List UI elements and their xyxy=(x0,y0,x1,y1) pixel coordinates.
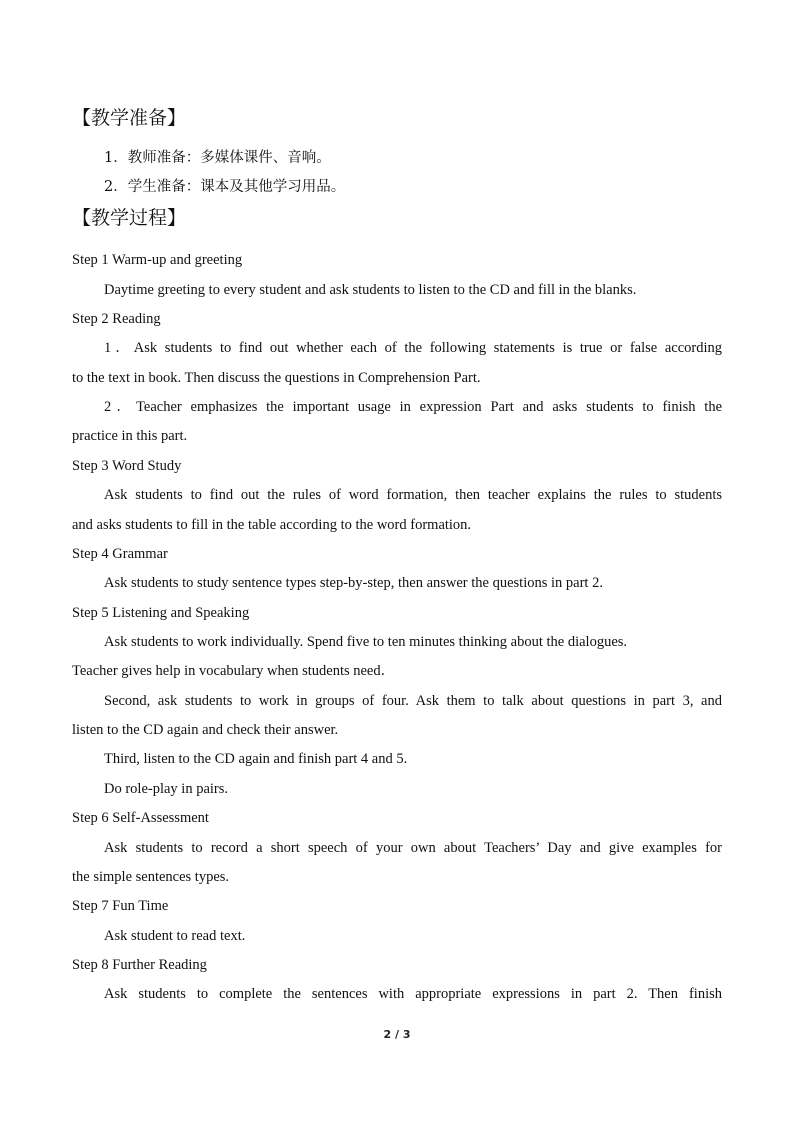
step-5-third: Third, listen to the CD again and finish part 4 and 5. xyxy=(104,751,408,767)
step-5-text-line-2: Teacher gives help in vocabulary when students need． xyxy=(72,663,396,679)
step-4-text: Ask students to study sentence types step-by-step, then answer the questions in part 2. xyxy=(104,575,603,591)
teaching-process-heading: 【教学过程】 xyxy=(72,207,187,229)
step-5-title: Step 5 Listening and Speaking xyxy=(72,605,250,621)
teaching-preparation-heading: 【教学准备】 xyxy=(72,107,187,129)
step-3-text-line-1: Ask students to find out the rules of word formation, then teacher explains the rules to students xyxy=(104,487,722,503)
step-3-text-line-2: and asks students to fill in the table according to the word formation. xyxy=(72,517,472,533)
step-6-text-line-1: Ask students to record a short speech of your own about Teachers’ Day and give examples for xyxy=(104,840,722,856)
step-6-text-line-2: the simple sentences types. xyxy=(72,869,230,885)
step-2-item-2-line-2: practice in this part. xyxy=(72,428,188,444)
step-4-title: Step 4 Grammar xyxy=(72,546,168,562)
step-6-title: Step 6 Self-Assessment xyxy=(72,810,209,826)
step-1-text: Daytime greeting to every student and ask students to listen to the CD and fill in the blanks. xyxy=(104,282,637,298)
step-5-second-line-2: listen to the CD again and check their answer. xyxy=(72,722,339,738)
step-5-second-line-1: Second, ask students to work in groups of four. Ask them to talk about questions in part 3, and xyxy=(104,693,722,709)
prep-item-teacher: 1．教师准备：多媒体课件、音响。 xyxy=(104,150,331,166)
step-2-item-2-line-1: 2．Teacher emphasizes the important usage in expression Part and asks students to finish the xyxy=(104,399,722,415)
step-2-item-1-line-2: to the text in book. Then discuss the questions in Comprehension Part. xyxy=(72,370,481,386)
step-3-title: Step 3 Word Study xyxy=(72,458,182,474)
step-7-text: Ask student to read text. xyxy=(104,928,246,944)
step-2-item-1-line-1: 1．Ask students to find out whether each of the following statements is true or false according xyxy=(104,340,722,356)
step-8-text-line-1: Ask students to complete the sentences with appropriate expressions in part 2. Then finish xyxy=(104,986,722,1002)
step-8-title: Step 8 Further Reading xyxy=(72,957,207,973)
step-5-role-play: Do role-play in pairs. xyxy=(104,781,229,797)
prep-item-student: 2．学生准备：课本及其他学习用品。 xyxy=(104,179,346,195)
step-7-title: Step 7 Fun Time xyxy=(72,898,169,914)
step-5-text-line-1: Ask students to work individually. Spend five to ten minutes thinking about the dialogues. xyxy=(104,634,628,650)
step-2-title: Step 2 Reading xyxy=(72,311,161,327)
page-number: 2 / 3 xyxy=(383,1028,411,1041)
step-1-title: Step 1 Warm-up and greeting xyxy=(72,252,243,268)
